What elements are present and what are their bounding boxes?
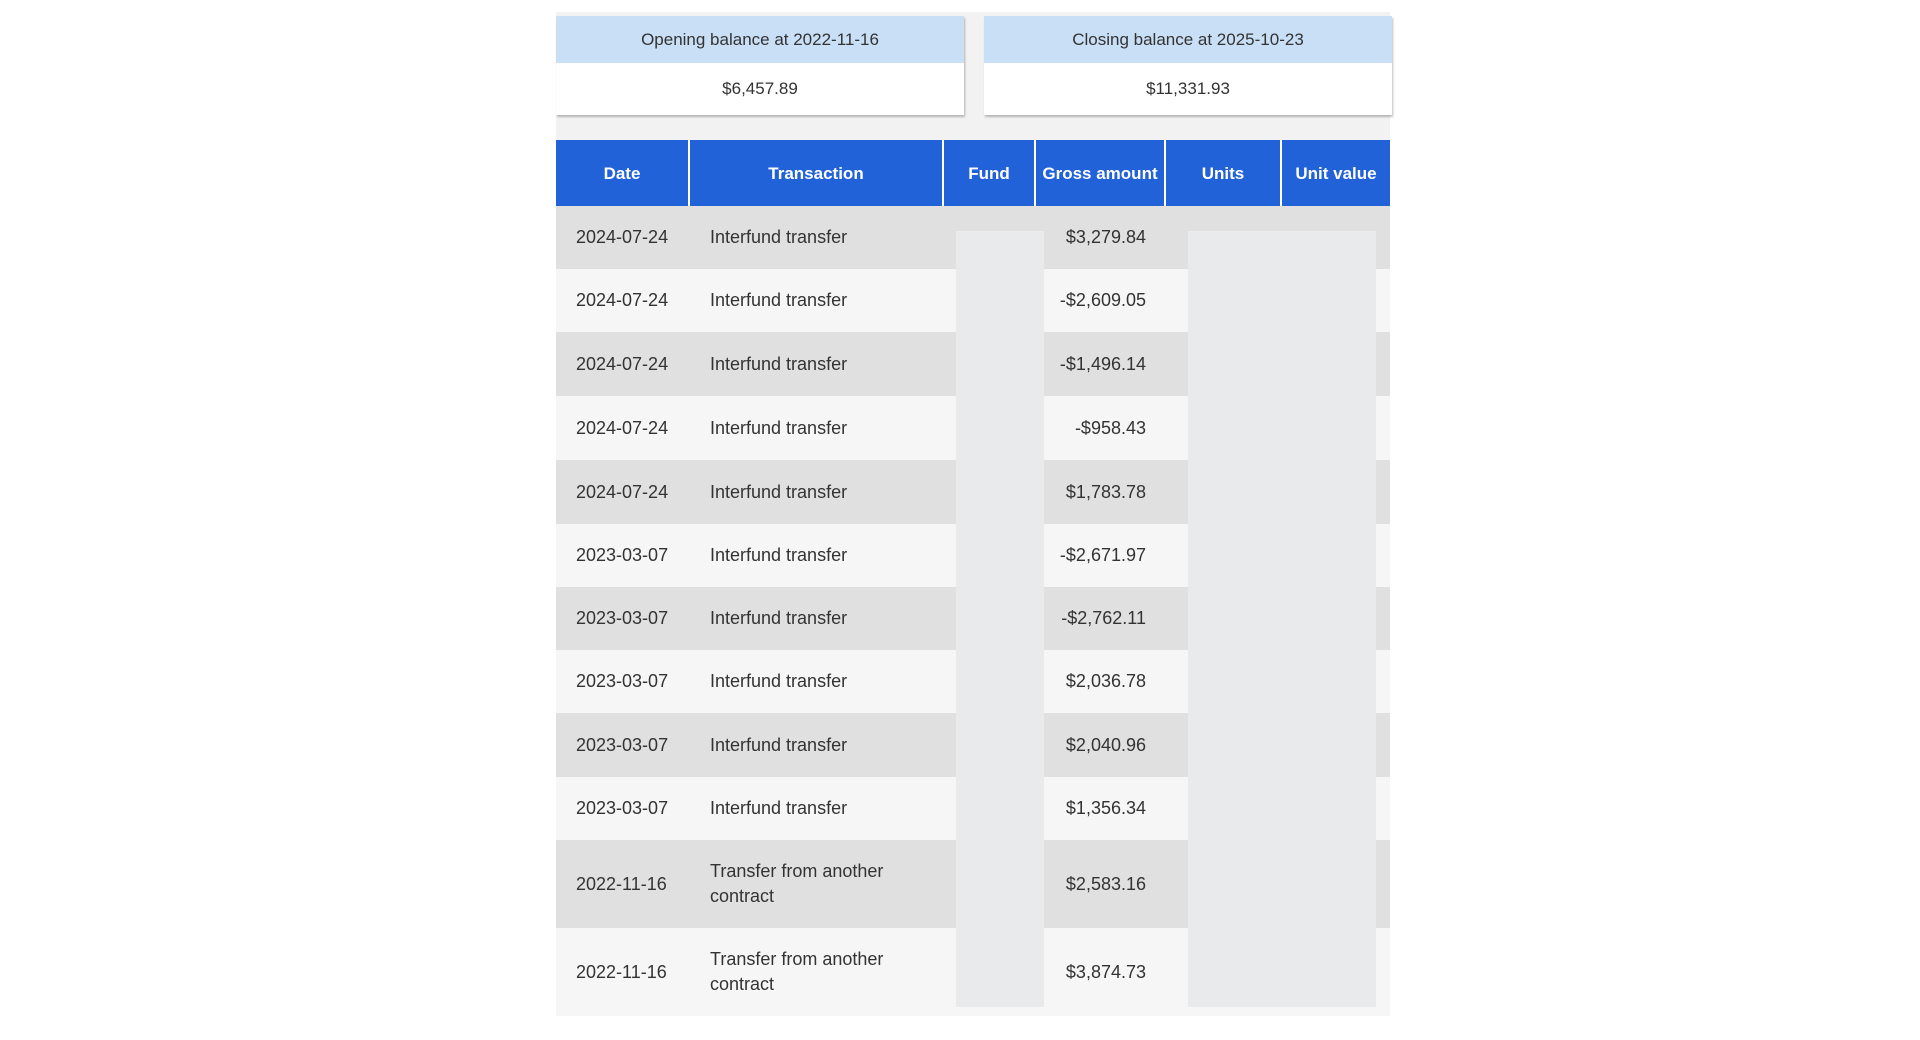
opening-balance-label: Opening balance at 2022-11-16 (556, 16, 964, 63)
cell-gross-amount: -$958.43 (1074, 417, 1146, 438)
cell-transaction: Transfer from another contract (710, 949, 884, 994)
closing-balance-card (984, 16, 1392, 115)
cell-transaction: Interfund transfer (710, 734, 848, 755)
cell-date: 2023-03-07 (576, 734, 669, 755)
column-header-fund[interactable]: Fund (944, 140, 1036, 206)
cell-date: 2023-03-07 (576, 545, 669, 565)
cell-gross-amount: $2,036.78 (1065, 671, 1146, 691)
cell-transaction: Interfund transfer (710, 290, 848, 310)
cell-date: 2024-07-24 (576, 417, 669, 438)
cell-transaction: Interfund transfer (710, 545, 848, 565)
cell-date: 2024-07-24 (576, 481, 669, 502)
balance-summary (556, 16, 1390, 116)
cell-gross-amount: $3,279.84 (1065, 227, 1146, 247)
column-header-date[interactable]: Date (556, 140, 690, 206)
cell-date: 2023-03-07 (576, 671, 669, 691)
transactions-panel (556, 12, 1390, 1012)
cell-transaction: Transfer from another contract (710, 861, 884, 906)
cell-date: 2023-03-07 (576, 608, 669, 628)
units-column-redaction (1188, 231, 1376, 1007)
cell-gross-amount: $2,040.96 (1065, 734, 1146, 755)
cell-gross-amount: $1,356.34 (1065, 798, 1146, 818)
cell-date: 2024-07-24 (576, 353, 669, 374)
column-header-transaction[interactable]: Transaction (690, 140, 944, 206)
cell-gross-amount: -$2,671.97 (1059, 545, 1146, 565)
cell-date: 2022-11-16 (576, 961, 667, 982)
opening-balance-value: $6,457.89 (722, 79, 798, 98)
cell-gross-amount: $3,874.73 (1065, 961, 1146, 982)
cell-gross-amount: $2,583.16 (1065, 873, 1146, 894)
cell-transaction: Interfund transfer (710, 671, 848, 691)
cell-date: 2024-07-24 (576, 290, 669, 310)
column-header-unit-value[interactable]: Unit value (1295, 163, 1377, 183)
opening-balance-card (556, 16, 964, 115)
cell-transaction: Interfund transfer (710, 353, 848, 374)
cell-gross-amount: -$1,496.14 (1059, 353, 1146, 374)
cell-gross-amount: -$2,609.05 (1059, 290, 1146, 310)
cell-date: 2022-11-16 (576, 873, 667, 894)
column-header-units[interactable]: Units (1166, 140, 1282, 206)
cell-transaction: Interfund transfer (710, 798, 848, 818)
cell-date: 2023-03-07 (576, 798, 669, 818)
closing-balance-value: $11,331.93 (1146, 79, 1230, 98)
closing-balance-label: Closing balance at 2025-10-23 (984, 16, 1392, 63)
cell-gross-amount: $1,783.78 (1065, 481, 1146, 502)
cell-date: 2024-07-24 (576, 227, 669, 247)
column-header-gross-amount[interactable]: Gross amount (1036, 140, 1166, 206)
cell-transaction: Interfund transfer (710, 608, 848, 628)
cell-transaction: Interfund transfer (710, 227, 848, 247)
fund-column-redaction (956, 231, 1044, 1007)
cell-transaction: Interfund transfer (710, 417, 848, 438)
cell-transaction: Interfund transfer (710, 481, 848, 502)
table-header-row (556, 140, 1390, 206)
cell-gross-amount: -$2,762.11 (1061, 608, 1146, 628)
